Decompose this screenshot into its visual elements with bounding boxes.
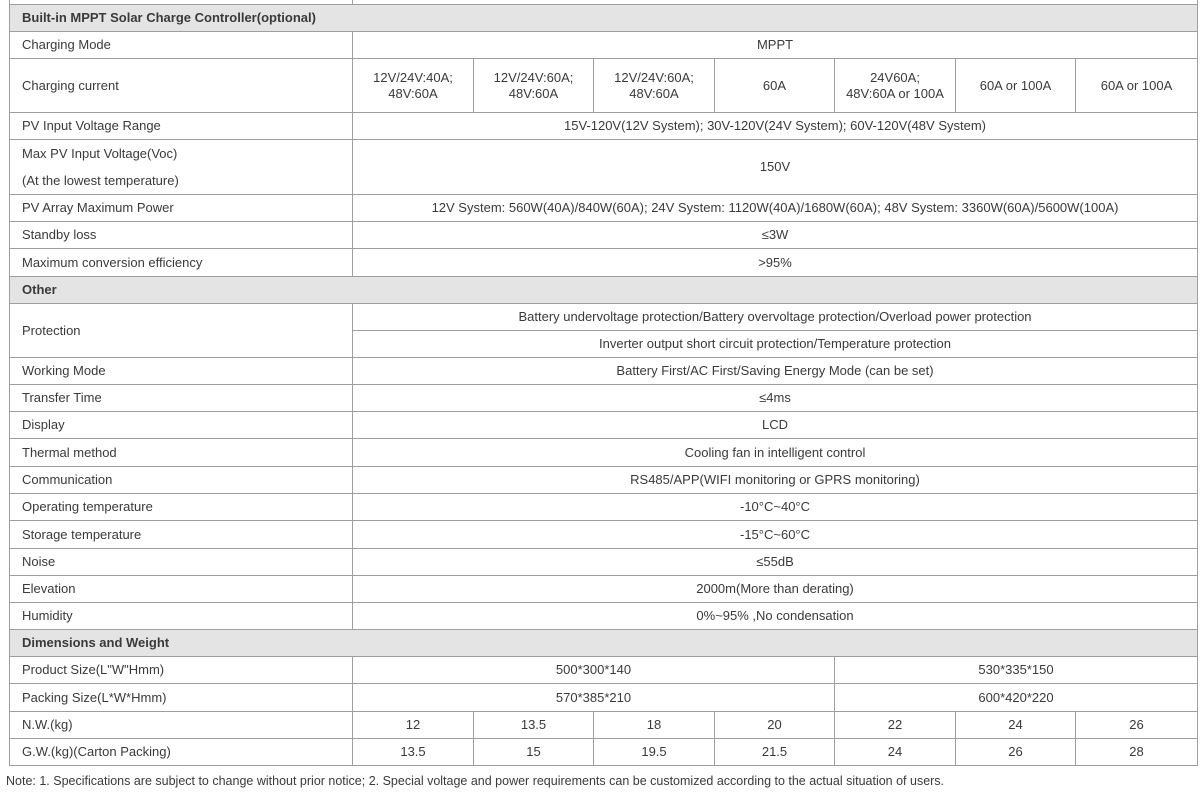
cell-value: 600*420*220 <box>835 684 1198 712</box>
table-row <box>10 249 1198 277</box>
cell-value: 530*335*150 <box>835 657 1198 684</box>
cell-value: 24 <box>835 739 956 766</box>
cell-value: 26 <box>1076 712 1198 739</box>
table-row <box>10 222 1198 249</box>
row-label: PV Array Maximum Power <box>10 195 353 222</box>
table-row <box>10 712 1198 739</box>
row-label: Packing Size(L*W*Hmm) <box>10 684 353 712</box>
section-header-other <box>10 277 1198 304</box>
row-value: 12V System: 560W(40A)/840W(60A); 24V System: 1120W(40A)/1680W(60A); 48V System: 3360W(60A)/5600W(100A) <box>353 195 1198 222</box>
cell-value: 21.5 <box>715 739 835 766</box>
row-label: Transfer Time <box>10 385 353 412</box>
row-label: Working Mode <box>10 358 353 385</box>
cell-value: 22 <box>835 712 956 739</box>
table-row <box>10 739 1198 766</box>
row-label: Maximum conversion efficiency <box>10 249 353 277</box>
row-value: RS485/APP(WIFI monitoring or GPRS monitoring) <box>353 467 1198 494</box>
row-value: LCD <box>353 412 1198 439</box>
row-value: -10°C~40°C <box>353 494 1198 521</box>
row-label: Operating temperature <box>10 494 353 521</box>
cell-value: 24V60A; 48V:60A or 100A <box>835 59 956 113</box>
row-value: Cooling fan in intelligent control <box>353 439 1198 467</box>
row-value: ≤4ms <box>353 385 1198 412</box>
row-label: Product Size(L"W"Hmm) <box>10 657 353 684</box>
table-row <box>10 195 1198 222</box>
footnote: Note: 1. Specifications are subject to change without prior notice; 2. Special voltage and power requirements can be customized according to the actual situation of users. <box>6 774 945 788</box>
section-title: Built-in MPPT Solar Charge Controller(optional) <box>10 5 1198 32</box>
cell-value: 12V/24V:40A; 48V:60A <box>353 59 474 113</box>
table-row <box>10 684 1198 712</box>
cell-value: 15 <box>474 739 594 766</box>
row-value: 0%~95% ,No condensation <box>353 603 1198 630</box>
cell-value: 60A or 100A <box>1076 59 1198 113</box>
cell-value: 570*385*210 <box>353 684 835 712</box>
table-row <box>10 467 1198 494</box>
row-label: PV Input Voltage Range <box>10 113 353 140</box>
cell-value: 12V/24V:60A; 48V:60A <box>594 59 715 113</box>
cell-value: 12 <box>353 712 474 739</box>
row-value: 15V-120V(12V System); 30V-120V(24V System); 60V-120V(48V System) <box>353 113 1198 140</box>
cell-value: 500*300*140 <box>353 657 835 684</box>
section-header-mppt <box>10 5 1198 32</box>
row-value: -15°C~60°C <box>353 521 1198 549</box>
row-label: Charging Mode <box>10 32 353 59</box>
row-label: Noise <box>10 549 353 576</box>
section-title: Dimensions and Weight <box>10 630 1198 657</box>
table-row <box>10 521 1198 549</box>
table-row <box>10 657 1198 684</box>
row-label: Protection <box>10 304 353 358</box>
row-label: N.W.(kg) <box>10 712 353 739</box>
table-row <box>10 576 1198 603</box>
row-value: 2000m(More than derating) <box>353 576 1198 603</box>
row-label: Communication <box>10 467 353 494</box>
cell-value: 20 <box>715 712 835 739</box>
row-label: Storage temperature <box>10 521 353 549</box>
cell-value: 19.5 <box>594 739 715 766</box>
row-label: Display <box>10 412 353 439</box>
section-header-dimensions <box>10 630 1198 657</box>
table-row <box>10 385 1198 412</box>
table-row <box>10 494 1198 521</box>
row-label: Charging current <box>10 59 353 113</box>
row-label: Max PV Input Voltage(Voc) (At the lowest temperature) <box>10 140 353 195</box>
cell-value: 26 <box>956 739 1076 766</box>
cell-value: 18 <box>594 712 715 739</box>
table-row <box>10 304 1198 331</box>
cell-value: 24 <box>956 712 1076 739</box>
row-value: MPPT <box>353 32 1198 59</box>
row-value: Inverter output short circuit protection/Temperature protection <box>353 331 1198 358</box>
row-label: G.W.(kg)(Carton Packing) <box>10 739 353 766</box>
cell-value: 28 <box>1076 739 1198 766</box>
row-label: Thermal method <box>10 439 353 467</box>
table-row <box>10 140 1198 195</box>
cell-value: 60A or 100A <box>956 59 1076 113</box>
cell-value: 12V/24V:60A; 48V:60A <box>474 59 594 113</box>
row-value: ≤3W <box>353 222 1198 249</box>
row-value: >95% <box>353 249 1198 277</box>
row-label: Humidity <box>10 603 353 630</box>
row-label: Standby loss <box>10 222 353 249</box>
spec-table-wrapper <box>9 0 1197 766</box>
cell-value: 60A <box>715 59 835 113</box>
table-row <box>10 439 1198 467</box>
table-row <box>10 603 1198 630</box>
row-value: Battery undervoltage protection/Battery overvoltage protection/Overload power protection <box>353 304 1198 331</box>
table-row <box>10 59 1198 113</box>
row-value: Battery First/AC First/Saving Energy Mode (can be set) <box>353 358 1198 385</box>
table-row <box>10 32 1198 59</box>
table-row <box>10 412 1198 439</box>
row-label: Elevation <box>10 576 353 603</box>
cell-value: 13.5 <box>353 739 474 766</box>
spec-table <box>9 0 1198 766</box>
table-row <box>10 113 1198 140</box>
row-value: ≤55dB <box>353 549 1198 576</box>
table-row <box>10 549 1198 576</box>
cell-value: 13.5 <box>474 712 594 739</box>
section-title: Other <box>10 277 1198 304</box>
table-row <box>10 358 1198 385</box>
row-value: 150V <box>353 140 1198 195</box>
